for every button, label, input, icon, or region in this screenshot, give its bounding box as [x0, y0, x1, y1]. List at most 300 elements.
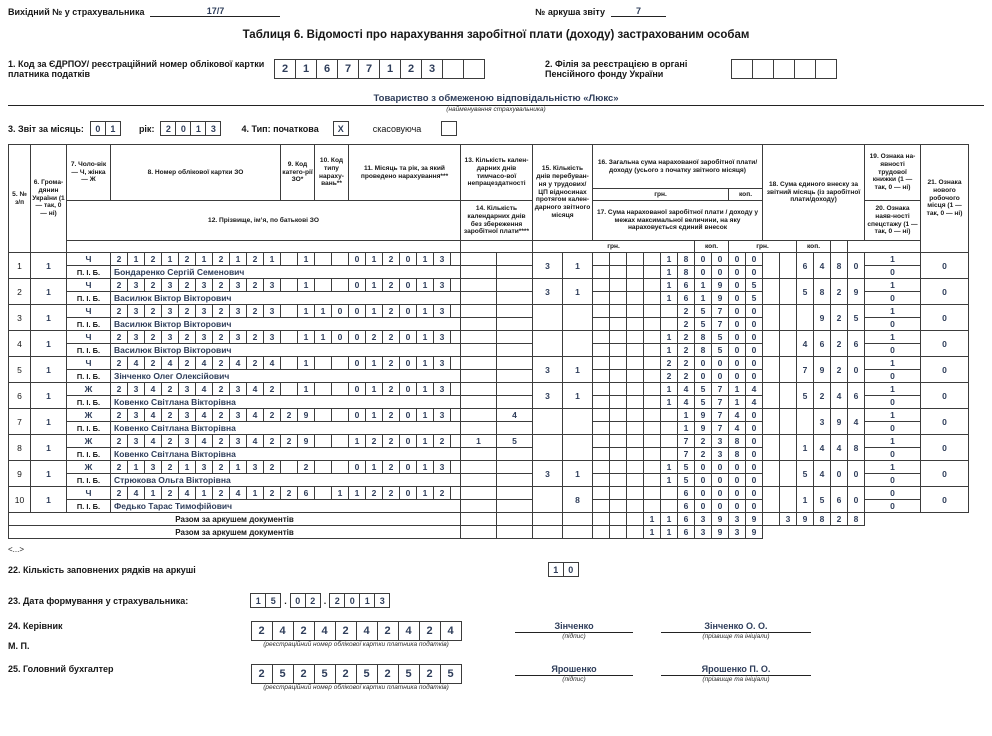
digit-box: 2 — [335, 664, 357, 684]
sum18-grn-digit: 4 — [814, 461, 831, 487]
category-digit — [281, 331, 298, 344]
total17-grn-digit — [593, 526, 610, 539]
sum16-grn-digit — [644, 253, 661, 266]
sum18-grn-digit: 1 — [797, 487, 814, 513]
sum18-kop-digit: 4 — [831, 435, 848, 461]
card-digit: 1 — [196, 487, 213, 500]
sum16-kop-digit: 5 — [746, 279, 763, 292]
sum17-grn-digit — [593, 266, 610, 279]
sum17-kop-digit: 0 — [729, 500, 746, 513]
edrpou-label: 1. Код за ЄДРПОУ/ реєстраційний номер облікової картки платника податків — [8, 59, 265, 79]
item22-boxes — [548, 562, 579, 577]
card-digit: 1 — [179, 461, 196, 474]
month-digit: 3 — [434, 461, 451, 474]
sum17-grn-digit — [610, 396, 627, 409]
pib-label: П. І. Б. — [67, 318, 111, 331]
col14-digit — [497, 448, 533, 461]
category-digit: 1 — [298, 357, 315, 370]
type-digit — [315, 409, 332, 422]
sum16-grn-digit — [644, 383, 661, 396]
type-digit — [315, 279, 332, 292]
card-digit: 2 — [111, 409, 128, 422]
sum16-grn-digit — [610, 357, 627, 370]
type-cancel-label: скасовуюча — [372, 123, 422, 134]
total17-grn-digit: 6 — [678, 526, 695, 539]
flag19: 1 — [865, 253, 921, 266]
month-digit: 1 — [366, 461, 383, 474]
digit-box — [773, 59, 795, 79]
person-name: Зінченко Олег Олексійович — [111, 370, 461, 383]
sum17-grn-digit: 5 — [695, 318, 712, 331]
digit-box: 2 — [377, 621, 399, 641]
sum16-grn-digit: 1 — [661, 383, 678, 396]
digit-box — [463, 59, 485, 79]
card-digit: 2 — [213, 487, 230, 500]
sum17-kop-digit: 0 — [729, 292, 746, 305]
category-digit: 2 — [281, 409, 298, 422]
flag20: 0 — [865, 422, 921, 435]
sum18-grn-digit: 4 — [814, 253, 831, 279]
month-digit: 1 — [417, 487, 434, 500]
type-digit: 0 — [332, 331, 349, 344]
sum18-grn-digit — [763, 253, 780, 279]
sum16-grn-digit — [627, 487, 644, 500]
sum16-grn-digit — [644, 435, 661, 448]
sum18-grn-digit — [763, 279, 780, 305]
sum17-grn-digit — [661, 500, 678, 513]
sum17-grn-digit: 7 — [712, 422, 729, 435]
month-digit: 0 — [400, 357, 417, 370]
month-digit: 0 — [400, 461, 417, 474]
item25-signature-caption: (підпис) — [562, 676, 586, 683]
row-number: 4 — [9, 331, 31, 357]
person-name: Стрюкова Ольга Вікторівна — [111, 474, 461, 487]
sum17-kop-digit: 0 — [746, 266, 763, 279]
header-col7: 7. Чоло-вік — Ч, жінка — Ж — [67, 145, 111, 201]
header-kop16: коп. — [729, 189, 763, 201]
card-digit: 2 — [213, 461, 230, 474]
sum16-grn-digit — [627, 357, 644, 370]
branch-label: 2. Філія за реєстрацією в органі Пенсійного фонду України — [545, 59, 688, 79]
sum16-grn-digit — [661, 409, 678, 422]
col13-digit — [497, 357, 533, 370]
flag21: 0 — [921, 435, 969, 461]
month-digit: 0 — [400, 331, 417, 344]
card-digit: 4 — [145, 435, 162, 448]
col14-digit — [461, 318, 497, 331]
sum18-kop-digit: 8 — [831, 253, 848, 279]
item22-row — [8, 562, 984, 577]
col14-digit — [497, 344, 533, 357]
flag19: 1 — [865, 305, 921, 318]
sum16-grn-digit: 2 — [695, 435, 712, 448]
month-digit: 2 — [366, 435, 383, 448]
item24-row — [8, 621, 984, 651]
month-pad — [451, 435, 461, 448]
ellipsis-marker: <...> — [8, 545, 25, 554]
col14-digit — [461, 474, 497, 487]
digit-box: 6 — [316, 59, 338, 79]
card-digit: 3 — [264, 279, 281, 292]
card-digit: 4 — [145, 383, 162, 396]
sum18-grn-digit — [763, 487, 780, 513]
person-name: Василюк Віктор Вікторович — [111, 318, 461, 331]
card-digit: 4 — [162, 357, 179, 370]
sum16-grn-digit — [661, 435, 678, 448]
sum17-grn-digit: 1 — [695, 292, 712, 305]
sum16-grn-digit — [593, 253, 610, 266]
month-digit: 3 — [434, 409, 451, 422]
sum18-grn-digit: 4 — [814, 435, 831, 461]
col15-digit: 1 — [563, 383, 593, 409]
sum17-grn-digit — [644, 370, 661, 383]
card-digit: 2 — [145, 253, 162, 266]
citizen-flag: 1 — [31, 435, 67, 461]
sum16-grn-digit — [593, 305, 610, 318]
sum17-grn-digit — [661, 448, 678, 461]
category-digit: 2 — [281, 487, 298, 500]
col13-digit — [497, 383, 533, 396]
digit-box: 1 — [250, 593, 266, 608]
card-digit: 3 — [264, 331, 281, 344]
sum16-grn-digit — [644, 331, 661, 344]
sum17-grn-digit: 7 — [712, 396, 729, 409]
sum18-grn-digit — [763, 331, 780, 357]
card-digit: 3 — [230, 383, 247, 396]
card-digit: 1 — [145, 487, 162, 500]
sum17-grn-digit — [593, 292, 610, 305]
header-grn17: грн. — [533, 241, 695, 253]
total17-grn-digit: 9 — [712, 526, 729, 539]
card-digit: 1 — [230, 253, 247, 266]
col13-digit — [461, 409, 497, 422]
col14-digit — [497, 474, 533, 487]
sum17-kop-digit: 0 — [729, 344, 746, 357]
month-digit: 2 — [383, 305, 400, 318]
sum16-grn-digit — [610, 305, 627, 318]
sum18-grn-digit: 9 — [814, 305, 831, 331]
sum16-kop-digit: 0 — [729, 279, 746, 292]
digit-box — [441, 121, 457, 136]
month-pad — [451, 331, 461, 344]
sum17-grn-digit: 3 — [712, 448, 729, 461]
total17-grn-digit: 1 — [661, 526, 678, 539]
pib-label: П. І. Б. — [67, 292, 111, 305]
card-digit: 3 — [247, 461, 264, 474]
card-digit: 4 — [196, 357, 213, 370]
card-digit: 4 — [196, 383, 213, 396]
month-digit: 3 — [434, 305, 451, 318]
total18-grn-digit: 3 — [780, 513, 797, 526]
table-cell — [533, 526, 563, 539]
sex-value: Ч — [67, 253, 111, 266]
flag19: 1 — [865, 357, 921, 370]
card-digit: 4 — [247, 435, 264, 448]
sum17-grn-digit — [644, 266, 661, 279]
card-digit: 3 — [145, 461, 162, 474]
sum17-grn-digit: 5 — [678, 474, 695, 487]
sum17-kop-digit: 4 — [729, 422, 746, 435]
card-digit: 2 — [179, 253, 196, 266]
digit-box: 1 — [359, 593, 375, 608]
row-number: 8 — [9, 435, 31, 461]
card-digit: 4 — [230, 487, 247, 500]
sum17-grn-digit — [644, 318, 661, 331]
type-initial-label: 4. Тип: початкова — [241, 123, 319, 134]
flag19: 1 — [865, 461, 921, 474]
item24-signature: Зінченко — [515, 621, 633, 633]
year-boxes — [160, 121, 221, 136]
total17-grn-digit: 1 — [644, 526, 661, 539]
person-name: Бондаренко Сергій Семенович — [111, 266, 461, 279]
card-digit: 1 — [247, 487, 264, 500]
col13-digit: 4 — [497, 409, 533, 422]
sum18-grn-digit — [780, 461, 797, 487]
col13-digit — [497, 305, 533, 318]
header-col10: 10. Код типу нараху-вань** — [315, 145, 349, 201]
pib-label: П. І. Б. — [67, 422, 111, 435]
header-kop17: коп. — [695, 241, 729, 253]
month-pad — [451, 461, 461, 474]
col13-digit: 5 — [497, 435, 533, 448]
sum17-grn-digit: 2 — [678, 318, 695, 331]
month-digit: 2 — [383, 357, 400, 370]
sum17-kop-digit: 0 — [746, 318, 763, 331]
card-digit: 2 — [264, 435, 281, 448]
col13-digit — [497, 487, 533, 500]
header-col11: 11. Місяць та рік, за який проведено нарахування*** — [349, 145, 461, 201]
month-pad — [451, 357, 461, 370]
digit-box: 5 — [265, 593, 281, 608]
sum17-kop-digit: 8 — [729, 448, 746, 461]
category-digit: 1 — [298, 279, 315, 292]
card-digit: 2 — [179, 279, 196, 292]
citizen-flag: 1 — [31, 253, 67, 279]
col14-digit — [497, 266, 533, 279]
sex-value: Ч — [67, 305, 111, 318]
digit-box: 5 — [398, 664, 420, 684]
sum16-grn-digit: 2 — [678, 331, 695, 344]
sum18-grn-digit — [780, 435, 797, 461]
col13-digit — [497, 279, 533, 292]
sum18-grn-digit: 5 — [814, 487, 831, 513]
type-digit — [332, 357, 349, 370]
card-digit: 1 — [264, 253, 281, 266]
digit-box: 2 — [293, 621, 315, 641]
col13-digit — [461, 461, 497, 474]
card-digit: 2 — [162, 487, 179, 500]
month-digit: 2 — [383, 383, 400, 396]
sum16-grn-digit — [610, 461, 627, 474]
flag20: 0 — [865, 370, 921, 383]
category-digit: 6 — [298, 487, 315, 500]
sum17-kop-digit: 0 — [729, 266, 746, 279]
sum16-grn-digit: 2 — [678, 305, 695, 318]
top-line — [8, 6, 984, 17]
total16-grn-digit — [610, 513, 627, 526]
item25-fullname-caption: (прізвище та ініціали) — [702, 676, 770, 683]
col14-digit — [497, 292, 533, 305]
flag19: 1 — [865, 435, 921, 448]
month-digit: 0 — [349, 357, 366, 370]
month-digit: 1 — [366, 305, 383, 318]
outgoing-number-label: Вихідний № у страхувальника — [8, 7, 145, 17]
sum17-grn-digit — [610, 500, 627, 513]
type-digit — [332, 409, 349, 422]
card-digit: 3 — [179, 383, 196, 396]
citizen-flag: 1 — [31, 279, 67, 305]
digit-box — [752, 59, 774, 79]
sum17-grn-digit: 0 — [712, 474, 729, 487]
col15-digit — [533, 435, 563, 461]
sum17-grn-digit — [644, 344, 661, 357]
col15-digit: 3 — [533, 279, 563, 305]
item23-month-boxes — [290, 593, 321, 608]
card-digit: 4 — [264, 357, 281, 370]
card-digit: 4 — [196, 435, 213, 448]
sum16-grn-digit: 5 — [695, 305, 712, 318]
pib-label: П. І. Б. — [67, 474, 111, 487]
col14-digit — [497, 422, 533, 435]
report-month-label: 3. Звіт за місяць: — [8, 123, 84, 134]
col14-digit — [461, 448, 497, 461]
total17-grn-digit — [610, 526, 627, 539]
sum16-grn-digit — [627, 253, 644, 266]
sum16-kop-digit: 1 — [729, 383, 746, 396]
digit-box: 2 — [305, 593, 321, 608]
sum16-kop-digit: 0 — [729, 253, 746, 266]
sum16-grn-digit — [593, 279, 610, 292]
card-digit: 3 — [128, 279, 145, 292]
header-col18: 18. Сума єдиного внеску за звітний місяць (із заробітної плати/доходу) — [763, 145, 865, 241]
category-digit — [281, 357, 298, 370]
header-spacer — [831, 241, 848, 253]
sum17-grn-digit: 0 — [712, 266, 729, 279]
card-digit: 2 — [111, 331, 128, 344]
total18-kop-digit: 8 — [848, 513, 865, 526]
card-digit: 3 — [162, 279, 179, 292]
sum17-grn-digit — [593, 422, 610, 435]
month-pad — [451, 279, 461, 292]
total16-grn-digit: 3 — [695, 513, 712, 526]
total16-grn-digit: 9 — [712, 513, 729, 526]
total16-grn-digit — [627, 513, 644, 526]
card-digit: 2 — [264, 487, 281, 500]
sum16-kop-digit: 0 — [746, 435, 763, 448]
card-digit: 2 — [179, 305, 196, 318]
digit-box: 3 — [374, 593, 390, 608]
item25-fullname: Ярошенко П. О. — [661, 664, 811, 676]
row-number: 6 — [9, 383, 31, 409]
month-digit: 0 — [400, 409, 417, 422]
sum18-grn-digit: 9 — [814, 357, 831, 383]
month-digit: 2 — [383, 409, 400, 422]
flag21: 0 — [921, 279, 969, 305]
card-digit: 4 — [128, 357, 145, 370]
card-digit: 3 — [264, 305, 281, 318]
card-digit: 2 — [213, 383, 230, 396]
col13-digit — [461, 279, 497, 292]
type-digit — [332, 461, 349, 474]
sum18-kop-digit: 0 — [848, 253, 865, 279]
row-number: 5 — [9, 357, 31, 383]
sum16-grn-digit: 9 — [695, 409, 712, 422]
sum16-grn-digit: 0 — [712, 461, 729, 474]
sum16-kop-digit: 0 — [729, 305, 746, 318]
code-fields-row — [8, 59, 984, 79]
flag21: 0 — [921, 383, 969, 409]
sum16-grn-digit: 1 — [661, 279, 678, 292]
pib-label: П. І. Б. — [67, 396, 111, 409]
type-digit: 1 — [315, 305, 332, 318]
sum18-grn-digit: 4 — [797, 331, 814, 357]
item25-row — [8, 664, 984, 691]
sum16-kop-digit: 0 — [746, 461, 763, 474]
item23-row — [8, 593, 984, 608]
col15-digit — [533, 409, 563, 435]
col15-digit — [563, 435, 593, 461]
digit-box: 2 — [419, 621, 441, 641]
category-digit — [281, 253, 298, 266]
total18-grn-digit — [763, 513, 780, 526]
sum17-kop-digit: 0 — [746, 422, 763, 435]
sum17-grn-digit: 9 — [712, 292, 729, 305]
card-digit: 3 — [230, 409, 247, 422]
sum16-grn-digit: 0 — [712, 487, 729, 500]
sum17-grn-digit — [644, 474, 661, 487]
sum17-grn-digit: 0 — [712, 500, 729, 513]
sum18-kop-digit: 4 — [831, 383, 848, 409]
total17-kop-digit: 9 — [746, 526, 763, 539]
flag21: 0 — [921, 409, 969, 435]
sum17-grn-digit: 1 — [661, 474, 678, 487]
sum17-grn-digit — [627, 370, 644, 383]
table-body — [9, 253, 969, 539]
col13-digit — [497, 253, 533, 266]
flag20: 0 — [865, 448, 921, 461]
item25-code-caption: (реєстраційний номер облікової картки платника податків) — [263, 684, 449, 691]
card-digit: 2 — [111, 253, 128, 266]
row-number: 7 — [9, 409, 31, 435]
month-digit: 0 — [400, 383, 417, 396]
col15-digit — [563, 331, 593, 357]
card-digit: 2 — [162, 383, 179, 396]
card-digit: 2 — [111, 383, 128, 396]
card-digit: 2 — [213, 409, 230, 422]
digit-box: 1 — [190, 121, 206, 136]
sum17-grn-digit: 2 — [695, 448, 712, 461]
category-digit: 2 — [298, 461, 315, 474]
month-digit: 0 — [349, 409, 366, 422]
date-dot: . — [323, 595, 327, 606]
sum17-grn-digit — [661, 318, 678, 331]
citizen-flag: 1 — [31, 331, 67, 357]
branch-boxes — [731, 59, 837, 79]
digit-box: 5 — [272, 664, 294, 684]
header-col19: 19. Ознака на-явності трудової книжки (1 — так, 0 — ні) — [865, 145, 921, 201]
sum16-grn-digit: 0 — [695, 357, 712, 370]
sum16-grn-digit — [593, 331, 610, 344]
sum16-kop-digit: 0 — [746, 487, 763, 500]
col14-digit — [497, 318, 533, 331]
month-pad — [451, 383, 461, 396]
total18-grn-digit: 9 — [797, 513, 814, 526]
report-month-boxes — [90, 121, 121, 136]
col14-digit — [497, 370, 533, 383]
sum18-grn-digit — [797, 409, 814, 435]
sum16-grn-digit: 9 — [712, 279, 729, 292]
sum17-grn-digit: 9 — [695, 422, 712, 435]
